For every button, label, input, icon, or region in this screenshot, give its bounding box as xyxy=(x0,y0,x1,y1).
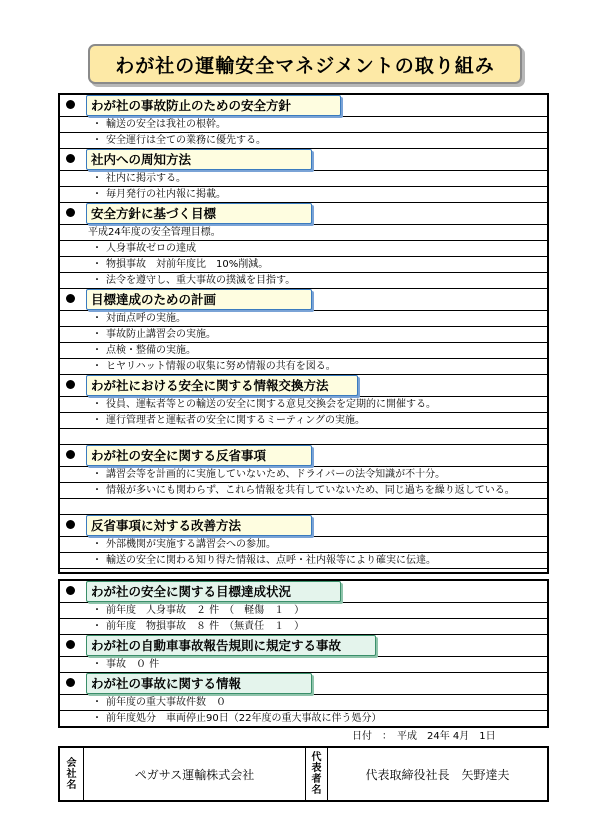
section-heading: 社内への周知方法 xyxy=(86,149,312,170)
list-item xyxy=(60,257,547,273)
company-name-cell xyxy=(84,748,306,800)
section-heading-row xyxy=(60,149,547,171)
policy-block xyxy=(58,93,549,574)
bullet-icon xyxy=(66,586,75,595)
section-heading-row xyxy=(60,673,547,695)
section-heading-row xyxy=(60,635,547,657)
item-text: 社内に掲示する。 xyxy=(106,173,186,184)
bullet-mark: ・ xyxy=(92,415,102,426)
list-item xyxy=(60,413,547,429)
spacer-row xyxy=(60,429,547,445)
section-heading-row xyxy=(60,289,547,311)
list-item xyxy=(60,187,547,203)
bullet-mark: ・ xyxy=(92,135,102,146)
status-block xyxy=(58,579,549,728)
bullet-icon xyxy=(66,100,75,109)
section-heading-row xyxy=(60,95,547,117)
bullet-mark: ・ xyxy=(92,361,102,372)
bullet-mark: ・ xyxy=(92,697,102,708)
list-item-text xyxy=(92,171,186,187)
bullet-mark: ・ xyxy=(92,259,102,270)
spacer-row xyxy=(60,499,547,515)
item-text: 運行管理者と運転者の安全に関するミーティングの実施。 xyxy=(106,415,365,426)
list-item-text xyxy=(92,187,226,203)
bullet-mark: ・ xyxy=(92,189,102,200)
item-text: 講習会等を計画的に実施していないため、ドライバーの法令知識が不十分。 xyxy=(106,469,446,480)
item-text: 毎月発行の社内報に掲載。 xyxy=(106,189,226,200)
list-item-text xyxy=(92,657,159,673)
item-text: 事故 ０ 件 xyxy=(106,659,160,670)
list-item-text xyxy=(92,311,186,327)
bullet-mark: ・ xyxy=(92,399,102,410)
bullet-mark: ・ xyxy=(92,275,102,286)
intro-text: 平成24年度の安全管理目標。 xyxy=(88,227,221,238)
rep-name-cell xyxy=(328,748,547,800)
item-text: 情報が多いにも関わらず、これら情報を共有していないため、同じ過ちを繰り返している。 xyxy=(106,485,515,496)
rep-label: 代表者名 xyxy=(311,752,322,796)
bullet-mark: ・ xyxy=(92,621,102,632)
item-text: 安全運行は全ての業務に優先する。 xyxy=(106,135,266,146)
list-item xyxy=(60,483,547,499)
list-item xyxy=(60,343,547,359)
item-text: 事故防止講習会の実施。 xyxy=(106,329,216,340)
bullet-mark: ・ xyxy=(92,173,102,184)
list-item-text xyxy=(92,695,226,711)
bullet-icon xyxy=(66,208,75,217)
bullet-icon xyxy=(66,294,75,303)
section-heading-row xyxy=(60,445,547,467)
list-item-text xyxy=(92,413,365,429)
list-item-text xyxy=(92,619,304,635)
list-item xyxy=(60,133,547,149)
bullet-icon xyxy=(66,678,75,687)
list-item-text xyxy=(92,343,196,359)
list-item xyxy=(60,467,547,483)
section-heading: わが社の自動車事故報告規則に規定する事故 xyxy=(86,635,376,656)
bullet-mark: ・ xyxy=(92,345,102,356)
item-text: 物損事故 対前年度比 10%削減。 xyxy=(106,259,269,270)
item-text: 役員、運転者等との輸送の安全に関する意見交換会を定期的に開催する。 xyxy=(106,399,436,410)
list-item xyxy=(60,273,547,289)
list-item-text xyxy=(92,537,276,553)
list-item xyxy=(60,359,547,375)
section-heading-row xyxy=(60,581,547,603)
bullet-mark: ・ xyxy=(92,243,102,254)
list-item xyxy=(60,397,547,413)
section-heading: わが社における安全に関する情報交換方法 xyxy=(86,375,358,396)
bullet-icon xyxy=(66,640,75,649)
page-title: わが社の運輸安全マネジメントの取り組み xyxy=(88,44,522,84)
item-text: 輸送の安全に関わる知り得た情報は、点呼・社内報等により確実に伝達。 xyxy=(106,555,436,566)
list-item xyxy=(60,537,547,553)
list-item-text xyxy=(92,553,436,569)
section-heading: わが社の事故に関する情報 xyxy=(86,673,312,694)
section-heading-row xyxy=(60,515,547,537)
list-item-text xyxy=(92,273,295,289)
bullet-mark: ・ xyxy=(92,119,102,130)
list-item-text xyxy=(92,359,336,375)
bullet-mark: ・ xyxy=(92,539,102,550)
list-item xyxy=(60,603,547,619)
item-text: 点検・整備の実施。 xyxy=(106,345,196,356)
list-item-text xyxy=(92,117,226,133)
section-heading: 安全方針に基づく目標 xyxy=(86,203,312,224)
item-text: 対面点呼の実施。 xyxy=(106,313,186,324)
bullet-mark: ・ xyxy=(92,605,102,616)
section-heading: わが社の安全に関する目標達成状況 xyxy=(86,581,341,602)
section-heading-row xyxy=(60,203,547,225)
bullet-icon xyxy=(66,154,75,163)
item-text: 人身事故ゼロの達成 xyxy=(106,243,196,254)
bullet-mark: ・ xyxy=(92,313,102,324)
list-item-text xyxy=(92,467,445,483)
list-item xyxy=(60,117,547,133)
rep-name: 代表取締役社長 矢野達夫 xyxy=(365,767,510,782)
list-item xyxy=(60,171,547,187)
item-text: ヒヤリハット情報の収集に努め情報の共有を図る。 xyxy=(106,361,336,372)
list-item-text xyxy=(92,711,381,727)
bullet-mark: ・ xyxy=(92,469,102,480)
company-name: ペガサス運輸株式会社 xyxy=(134,767,255,782)
item-text: 前年度 人身事故 ２ 件 （ 軽傷 １ ） xyxy=(106,605,305,616)
item-text: 外部機関が実施する講習会への参加。 xyxy=(106,539,276,550)
list-item-text xyxy=(92,397,436,413)
bullet-mark: ・ xyxy=(92,555,102,566)
bullet-mark: ・ xyxy=(92,713,102,724)
list-item-text xyxy=(92,603,304,619)
footer-table xyxy=(58,746,549,802)
item-text: 法令を遵守し、重大事故の撲滅を目指す。 xyxy=(106,275,296,286)
date-line: 日付 ： 平成 24年 4月 1日 xyxy=(352,731,496,742)
section-heading: 目標達成のための計画 xyxy=(86,289,312,310)
section-heading: 反省事項に対する改善方法 xyxy=(86,515,312,536)
bullet-mark: ・ xyxy=(92,329,102,340)
bullet-icon xyxy=(66,380,75,389)
company-label-cell xyxy=(60,748,84,800)
list-item-text xyxy=(92,327,216,343)
item-text: 前年度 物損事故 ８ 件 （無責任 １ ） xyxy=(106,621,305,632)
item-text: 前年度処分 車両停止90日（22年度の重大事故に伴う処分） xyxy=(106,713,382,724)
item-text: 輸送の安全は我社の根幹。 xyxy=(106,119,226,130)
list-item xyxy=(60,327,547,343)
intro-row xyxy=(60,225,547,241)
list-item xyxy=(60,657,547,673)
bullet-mark: ・ xyxy=(92,485,102,496)
list-item xyxy=(60,711,547,727)
list-item xyxy=(60,241,547,257)
list-item-text xyxy=(92,133,266,149)
rep-label-cell xyxy=(306,748,328,800)
company-label: 会社名 xyxy=(66,757,77,791)
list-item xyxy=(60,311,547,327)
list-item xyxy=(60,695,547,711)
bullet-icon xyxy=(66,450,75,459)
section-heading: わが社の安全に関する反省事項 xyxy=(86,445,312,466)
list-item-text xyxy=(92,257,268,273)
bullet-icon xyxy=(66,520,75,529)
section-heading-row xyxy=(60,375,547,397)
section-heading: わが社の事故防止のための安全方針 xyxy=(86,95,341,116)
list-item xyxy=(60,619,547,635)
list-item-text xyxy=(92,483,515,499)
list-item xyxy=(60,553,547,569)
bullet-mark: ・ xyxy=(92,659,102,670)
item-text: 前年度の重大事故件数 ０ xyxy=(106,697,226,708)
list-item-text xyxy=(92,241,196,257)
